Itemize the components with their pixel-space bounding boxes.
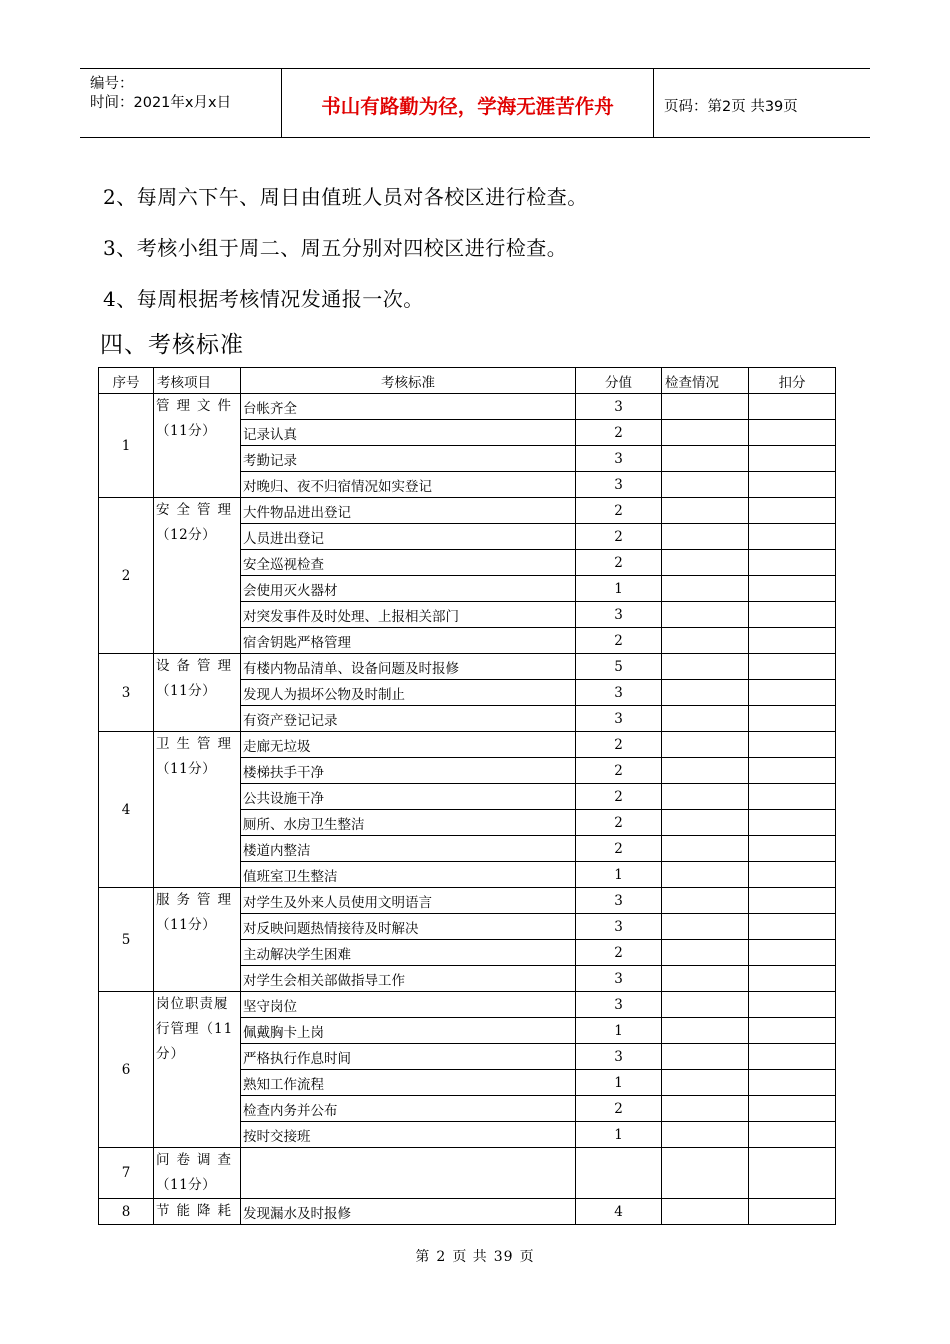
check-cell[interactable] — [662, 1070, 749, 1096]
item-points: （11分） — [156, 1177, 217, 1193]
table-row — [99, 1199, 836, 1225]
score-cell: 2 — [576, 940, 662, 966]
col-header-no: 序号 — [99, 368, 154, 394]
score-cell: 3 — [576, 472, 662, 498]
criteria-cell: 对反映问题热情接待及时解决 — [241, 914, 576, 940]
score-cell: 3 — [576, 706, 662, 732]
score-cell: 1 — [576, 862, 662, 888]
criteria-cell: 台帐齐全 — [241, 394, 576, 420]
header-page-info: 页码：第2页 共39页 — [664, 98, 798, 115]
criteria-cell: 楼梯扶手干净 — [241, 758, 576, 784]
assessment-item — [154, 1199, 241, 1225]
time-label: 时间：2021年x月x日 — [90, 95, 232, 111]
score-cell: 2 — [576, 420, 662, 446]
row-number: 6 — [99, 992, 154, 1148]
row-number: 3 — [99, 654, 154, 732]
criteria-cell: 对学生及外来人员使用文明语言 — [241, 888, 576, 914]
item-name: 问卷调查 — [156, 1152, 238, 1168]
score-cell: 2 — [576, 836, 662, 862]
header-meta — [80, 69, 282, 137]
score-cell: 2 — [576, 732, 662, 758]
assessment-table — [98, 367, 836, 1225]
score-cell — [576, 1148, 662, 1199]
score-cell: 3 — [576, 1044, 662, 1070]
deduct-cell[interactable] — [749, 524, 836, 550]
criteria-cell: 按时交接班 — [241, 1122, 576, 1148]
table-row — [99, 1148, 836, 1199]
section-title: 四、考核标准 — [100, 332, 244, 358]
footer-page-num: 2 — [436, 1249, 447, 1265]
deduct-cell[interactable] — [749, 472, 836, 498]
deduct-cell[interactable] — [749, 550, 836, 576]
paragraph-2: 2、每周六下午、周日由值班人员对各校区进行检查。 — [103, 185, 588, 209]
item-points: （11分） — [156, 683, 217, 699]
check-cell[interactable] — [662, 784, 749, 810]
deduct-cell[interactable] — [749, 1096, 836, 1122]
col-header-criteria: 考核标准 — [241, 368, 576, 394]
deduct-cell[interactable] — [749, 602, 836, 628]
item-name: 节能降耗 — [156, 1203, 238, 1219]
criteria-cell: 考勤记录 — [241, 446, 576, 472]
deduct-cell[interactable] — [749, 966, 836, 992]
score-cell: 3 — [576, 992, 662, 1018]
score-cell: 1 — [576, 576, 662, 602]
criteria-cell: 值班室卫生整洁 — [241, 862, 576, 888]
check-cell[interactable] — [662, 1018, 749, 1044]
footer-mid: 页 共 — [452, 1249, 488, 1265]
criteria-cell: 公共设施干净 — [241, 784, 576, 810]
deduct-cell[interactable] — [749, 732, 836, 758]
item-name: 管理文件 — [156, 398, 238, 414]
item-points: （12分） — [156, 527, 217, 543]
code-label: 编号： — [90, 76, 134, 92]
deduct-cell[interactable] — [749, 1070, 836, 1096]
row-number: 8 — [99, 1199, 154, 1225]
item-points: （11分） — [156, 917, 217, 933]
check-cell[interactable] — [662, 914, 749, 940]
item-name: 卫生管理 — [156, 736, 238, 752]
score-cell: 1 — [576, 1018, 662, 1044]
footer-suffix: 页 — [519, 1249, 535, 1265]
criteria-cell: 熟知工作流程 — [241, 1070, 576, 1096]
page-header — [80, 68, 870, 138]
check-cell[interactable] — [662, 446, 749, 472]
criteria-cell: 记录认真 — [241, 420, 576, 446]
col-header-check: 检查情况 — [662, 368, 749, 394]
paragraph-3: 3、考核小组于周二、周五分别对四校区进行检查。 — [103, 236, 568, 260]
table-row — [99, 992, 836, 1018]
check-cell[interactable] — [662, 602, 749, 628]
assessment-item — [154, 888, 241, 992]
score-cell: 1 — [576, 1070, 662, 1096]
check-cell[interactable] — [662, 654, 749, 680]
score-cell: 2 — [576, 1096, 662, 1122]
score-cell: 2 — [576, 550, 662, 576]
criteria-cell: 楼道内整洁 — [241, 836, 576, 862]
check-cell[interactable] — [662, 1148, 749, 1199]
criteria-cell: 对晚归、夜不归宿情况如实登记 — [241, 472, 576, 498]
criteria-cell: 走廊无垃圾 — [241, 732, 576, 758]
check-cell[interactable] — [662, 1044, 749, 1070]
check-cell[interactable] — [662, 394, 749, 420]
deduct-cell[interactable] — [749, 1199, 836, 1225]
score-cell: 2 — [576, 498, 662, 524]
check-cell[interactable] — [662, 498, 749, 524]
criteria-cell: 有楼内物品清单、设备问题及时报修 — [241, 654, 576, 680]
deduct-cell[interactable] — [749, 992, 836, 1018]
col-header-deduct: 扣分 — [749, 368, 836, 394]
assessment-item — [154, 394, 241, 498]
score-cell: 3 — [576, 966, 662, 992]
table-row — [99, 498, 836, 524]
deduct-cell[interactable] — [749, 888, 836, 914]
check-cell[interactable] — [662, 628, 749, 654]
score-cell: 3 — [576, 888, 662, 914]
deduct-cell[interactable] — [749, 420, 836, 446]
row-number: 2 — [99, 498, 154, 654]
check-cell[interactable] — [662, 758, 749, 784]
check-cell[interactable] — [662, 550, 749, 576]
score-cell: 3 — [576, 680, 662, 706]
item-name: 设备管理 — [156, 658, 238, 674]
check-cell[interactable] — [662, 836, 749, 862]
row-number: 1 — [99, 394, 154, 498]
criteria-cell: 有资产登记记录 — [241, 706, 576, 732]
check-cell[interactable] — [662, 524, 749, 550]
criteria-cell: 检查内务并公布 — [241, 1096, 576, 1122]
deduct-cell[interactable] — [749, 758, 836, 784]
deduct-cell[interactable] — [749, 810, 836, 836]
footer-total: 39 — [493, 1249, 514, 1265]
item-points: （11分） — [156, 423, 217, 439]
item-name: 岗位职责履行管理（11分） — [156, 996, 234, 1062]
score-cell: 1 — [576, 1122, 662, 1148]
score-cell: 2 — [576, 628, 662, 654]
score-cell: 2 — [576, 810, 662, 836]
deduct-cell[interactable] — [749, 784, 836, 810]
check-cell[interactable] — [662, 732, 749, 758]
deduct-cell[interactable] — [749, 706, 836, 732]
assessment-item — [154, 992, 241, 1148]
item-points: （11分） — [156, 761, 217, 777]
row-number: 7 — [99, 1148, 154, 1199]
check-cell[interactable] — [662, 420, 749, 446]
criteria-cell: 大件物品进出登记 — [241, 498, 576, 524]
deduct-cell[interactable] — [749, 1122, 836, 1148]
score-cell: 3 — [576, 446, 662, 472]
check-cell[interactable] — [662, 1122, 749, 1148]
assessment-item — [154, 1148, 241, 1199]
criteria-cell: 佩戴胸卡上岗 — [241, 1018, 576, 1044]
check-cell[interactable] — [662, 1199, 749, 1225]
row-number: 5 — [99, 888, 154, 992]
item-name: 服务管理 — [156, 892, 238, 908]
deduct-cell[interactable] — [749, 862, 836, 888]
deduct-cell[interactable] — [749, 1018, 836, 1044]
deduct-cell[interactable] — [749, 1148, 836, 1199]
criteria-cell: 坚守岗位 — [241, 992, 576, 1018]
check-cell[interactable] — [662, 576, 749, 602]
criteria-cell: 对学生会相关部做指导工作 — [241, 966, 576, 992]
footer-prefix: 第 — [415, 1249, 431, 1265]
criteria-cell: 发现人为损坏公物及时制止 — [241, 680, 576, 706]
check-cell[interactable] — [662, 966, 749, 992]
row-number: 4 — [99, 732, 154, 888]
paragraph-4: 4、每周根据考核情况发通报一次。 — [103, 287, 424, 311]
deduct-cell[interactable] — [749, 654, 836, 680]
score-cell: 4 — [576, 1199, 662, 1225]
check-cell[interactable] — [662, 810, 749, 836]
assessment-item — [154, 732, 241, 888]
score-cell: 2 — [576, 784, 662, 810]
score-cell: 2 — [576, 758, 662, 784]
check-cell[interactable] — [662, 706, 749, 732]
criteria-cell: 严格执行作息时间 — [241, 1044, 576, 1070]
deduct-cell[interactable] — [749, 628, 836, 654]
deduct-cell[interactable] — [749, 836, 836, 862]
check-cell[interactable] — [662, 680, 749, 706]
deduct-cell[interactable] — [749, 498, 836, 524]
assessment-item — [154, 498, 241, 654]
deduct-cell[interactable] — [749, 394, 836, 420]
criteria-cell: 安全巡视检查 — [241, 550, 576, 576]
criteria-cell: 会使用灭火器材 — [241, 576, 576, 602]
deduct-cell[interactable] — [749, 446, 836, 472]
score-cell: 3 — [576, 602, 662, 628]
criteria-cell: 宿舍钥匙严格管理 — [241, 628, 576, 654]
check-cell[interactable] — [662, 472, 749, 498]
assessment-item — [154, 654, 241, 732]
check-cell[interactable] — [662, 862, 749, 888]
col-header-score: 分值 — [576, 368, 662, 394]
table-row — [99, 888, 836, 914]
deduct-cell[interactable] — [749, 940, 836, 966]
col-header-item: 考核项目 — [154, 368, 241, 394]
deduct-cell[interactable] — [749, 914, 836, 940]
criteria-cell — [241, 1148, 576, 1199]
table-row — [99, 394, 836, 420]
deduct-cell[interactable] — [749, 680, 836, 706]
score-cell: 5 — [576, 654, 662, 680]
criteria-cell: 主动解决学生困难 — [241, 940, 576, 966]
check-cell[interactable] — [662, 1096, 749, 1122]
criteria-cell: 对突发事件及时处理、上报相关部门 — [241, 602, 576, 628]
check-cell[interactable] — [662, 940, 749, 966]
criteria-cell: 厕所、水房卫生整洁 — [241, 810, 576, 836]
criteria-cell: 人员进出登记 — [241, 524, 576, 550]
page-footer — [0, 1246, 950, 1266]
check-cell[interactable] — [662, 992, 749, 1018]
item-name: 安全管理 — [156, 502, 238, 518]
table-header-row — [99, 368, 836, 394]
deduct-cell[interactable] — [749, 1044, 836, 1070]
deduct-cell[interactable] — [749, 576, 836, 602]
header-motto: 书山有路勤为径，学海无涯苦作舟 — [282, 69, 654, 137]
check-cell[interactable] — [662, 888, 749, 914]
table-row — [99, 732, 836, 758]
score-cell: 2 — [576, 524, 662, 550]
score-cell: 3 — [576, 914, 662, 940]
table-row — [99, 654, 836, 680]
criteria-cell: 发现漏水及时报修 — [241, 1199, 576, 1225]
score-cell: 3 — [576, 394, 662, 420]
